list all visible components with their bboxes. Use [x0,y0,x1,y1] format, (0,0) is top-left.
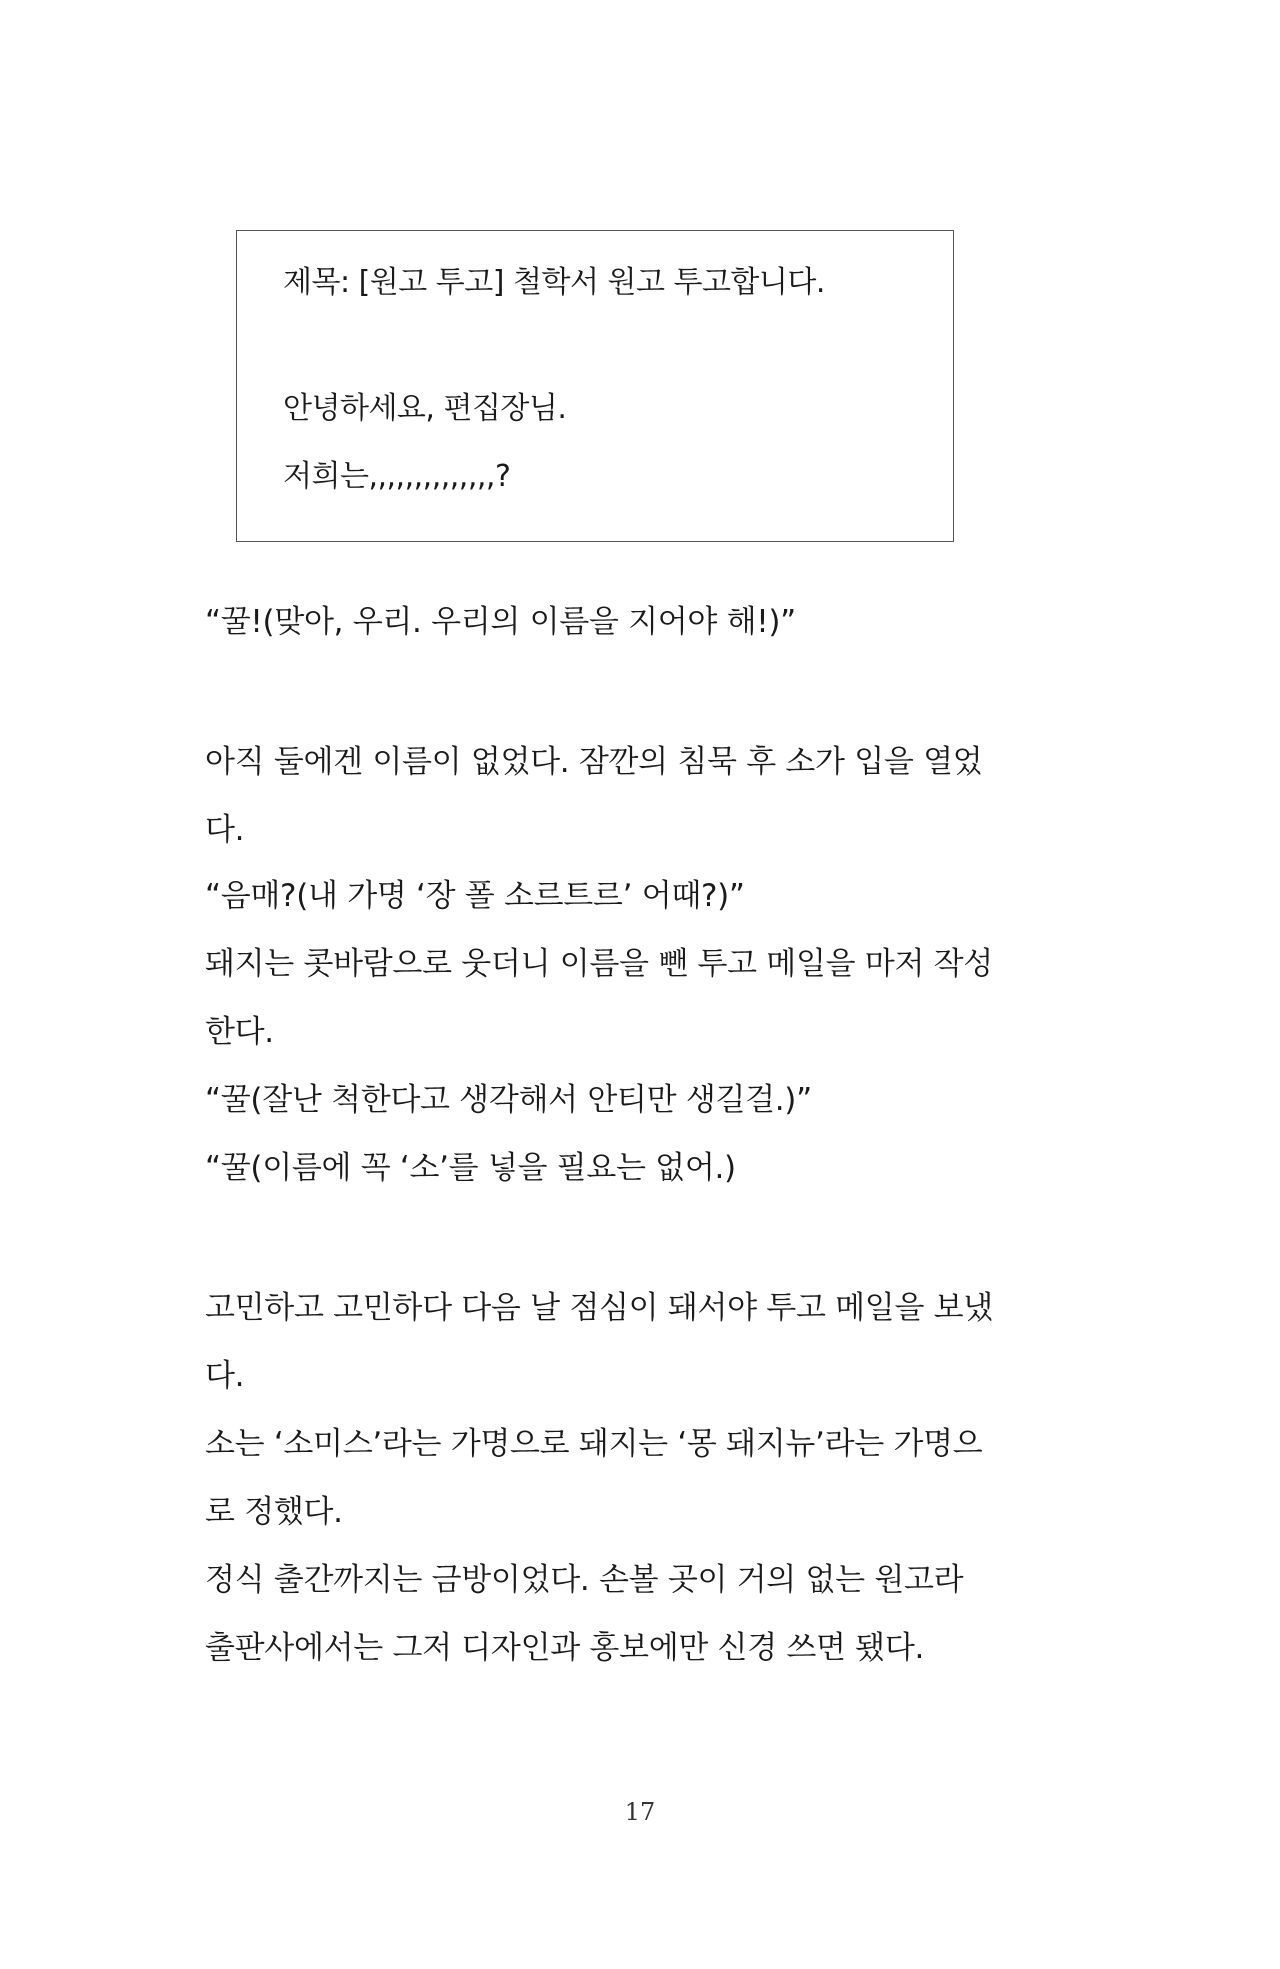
narration-line: 다. [205,812,245,848]
email-intro: 저희는,,,,,,,,,,,,,,? [283,459,511,494]
page-number: 17 [624,1798,656,1826]
email-greeting: 안녕하세요, 편집장님. [283,391,567,426]
dialogue-line: “꿀(이름에 꼭 ‘소’를 넣을 필요는 없어.) [205,1150,736,1186]
email-draft-box [236,230,954,542]
narration-line: 출판사에서는 그저 디자인과 홍보에만 신경 쓰면 됐다. [205,1630,925,1666]
narration-line: 다. [205,1358,245,1394]
dialogue-line: “음매?(내 가명 ‘장 폴 소르트르’ 어때?)” [205,878,745,914]
dialogue-line: “꿀(잘난 척한다고 생각해서 안티만 생길걸.)” [205,1082,812,1118]
narration-line: 한다. [205,1014,274,1050]
narration-line: 아직 둘에겐 이름이 없었다. 잠깐의 침묵 후 소가 입을 열었 [205,744,983,780]
dialogue-line: “꿀!(맞아, 우리. 우리의 이름을 지어야 해!)” [205,604,796,640]
narration-line: 정식 출간까지는 금방이었다. 손볼 곳이 거의 없는 원고라 [205,1562,964,1598]
narration-line: 로 정했다. [205,1494,343,1530]
narration-line: 고민하고 고민하다 다음 날 점심이 돼서야 투고 메일을 보냈 [205,1290,993,1326]
narration-line: 돼지는 콧바람으로 웃더니 이름을 뺀 투고 메일을 마저 작성 [205,946,993,982]
email-subject: 제목: [원고 투고] 철학서 원고 투고합니다. [283,265,825,300]
narration-line: 소는 ‘소미스’라는 가명으로 돼지는 ‘몽 돼지뉴’라는 가명으 [205,1426,983,1462]
